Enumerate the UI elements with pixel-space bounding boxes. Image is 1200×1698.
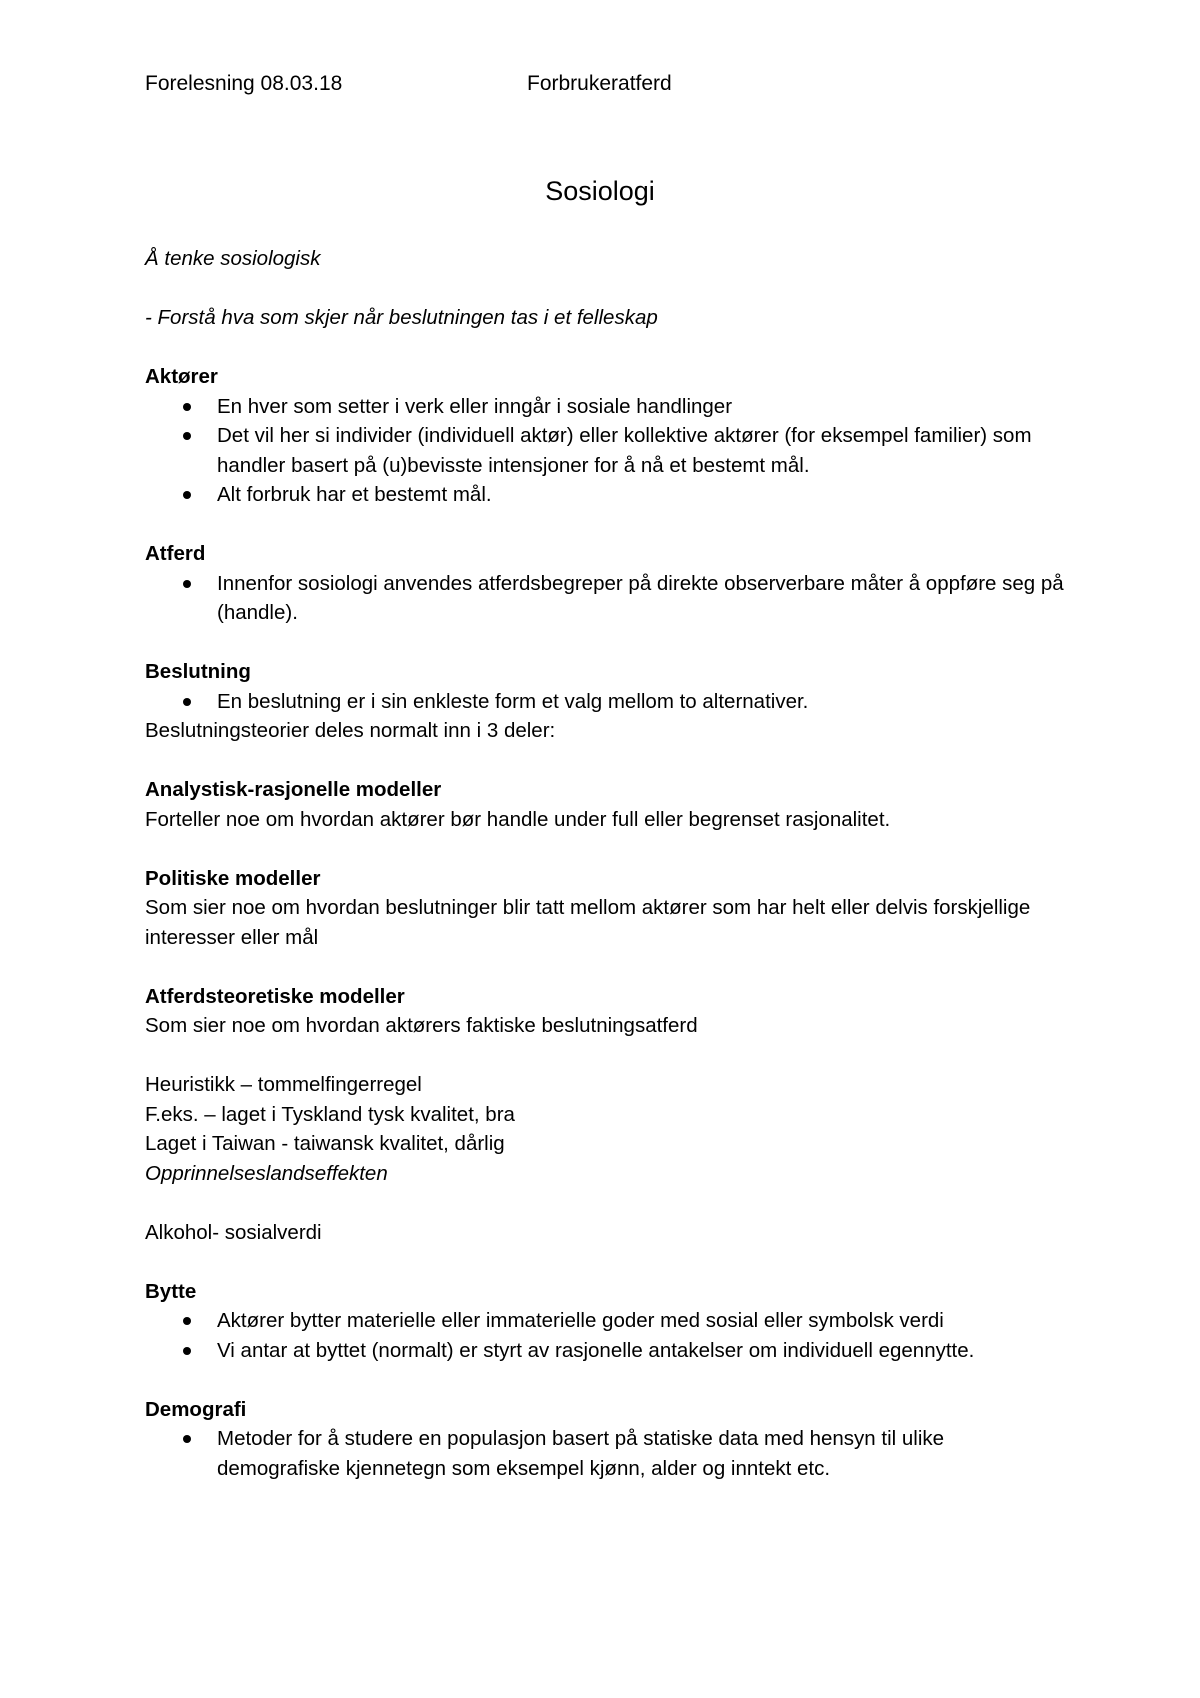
bullet-icon bbox=[183, 580, 191, 588]
section-heading-bytte: Bytte bbox=[145, 1279, 197, 1303]
bullet-icon bbox=[183, 432, 191, 440]
page-header bbox=[145, 72, 1045, 102]
list-item: Metoder for å studere en populasjon basert på statiske data med hensyn til ulike demografiske kjennetegn som eksempel kjønn, alder og inntekt etc. bbox=[145, 1424, 1065, 1483]
politiske-text: Som sier noe om hvordan beslutninger blir tatt mellom aktører som har helt eller delvis forskjellige interesser eller mål bbox=[145, 896, 1031, 949]
demografi-list bbox=[145, 1424, 1065, 1483]
page-title: Sosiologi bbox=[545, 176, 655, 206]
bullet-icon bbox=[183, 698, 191, 706]
course-name: Forbrukeratferd bbox=[527, 72, 672, 95]
list-item: Innenfor sosiologi anvendes atferdsbegreper på direkte observerbare måter å oppføre seg på (handle). bbox=[145, 569, 1065, 628]
section-heading-atferdsteoretiske: Atferdsteoretiske modeller bbox=[145, 984, 405, 1008]
section-heading-beslutning: Beslutning bbox=[145, 660, 251, 683]
list-item: Vi antar at byttet (normalt) er styrt av rasjonelle antakelser om individuell egennytte. bbox=[145, 1336, 1065, 1366]
list-item: En hver som setter i verk eller inngår i sosiale handlinger bbox=[145, 392, 1065, 422]
aktorer-list bbox=[145, 392, 1065, 510]
heuristikk-example-2: Laget i Taiwan - taiwansk kvalitet, dårlig bbox=[145, 1132, 505, 1155]
atferdsteoretiske-text: Som sier noe om hvordan aktørers faktiske beslutningsatferd bbox=[145, 1014, 698, 1037]
section-heading-politiske: Politiske modeller bbox=[145, 866, 321, 890]
section-heading-aktorer: Aktører bbox=[145, 365, 218, 388]
list-item: Alt forbruk har et bestemt mål. bbox=[145, 480, 1065, 510]
bullet-icon bbox=[183, 491, 191, 499]
bullet-icon bbox=[183, 1317, 191, 1325]
bullet-icon bbox=[183, 1435, 191, 1443]
analytisk-text: Forteller noe om hvordan aktører bør handle under full eller begrenset rasjonalitet. bbox=[145, 807, 891, 831]
alkohol-line: Alkohol- sosialverdi bbox=[145, 1220, 322, 1244]
intro-heading: Å tenke sosiologisk bbox=[145, 247, 321, 270]
bytte-list bbox=[145, 1306, 1065, 1365]
section-heading-atferd: Atferd bbox=[145, 542, 206, 565]
heuristikk-term: Opprinnelseslandseffekten bbox=[145, 1161, 388, 1185]
beslutning-after: Beslutningsteorier deles normalt inn i 3 deler: bbox=[145, 719, 556, 742]
bullet-icon bbox=[183, 403, 191, 411]
heuristikk-line: Heuristikk – tommelfingerregel bbox=[145, 1073, 422, 1096]
list-item: En beslutning er i sin enkleste form et valg mellom to alternativer. bbox=[145, 687, 1065, 717]
list-item: Det vil her si individer (individuell aktør) eller kollektive aktører (for eksempel familier) som handler basert på (u)bevisste intensjoner for å nå et bestemt mål. bbox=[145, 421, 1065, 480]
list-item: Aktører bytter materielle eller immaterielle goder med sosial eller symbolsk verdi bbox=[145, 1306, 1065, 1336]
section-heading-analytisk: Analystisk-rasjonelle modeller bbox=[145, 778, 442, 801]
beslutning-list bbox=[145, 687, 1065, 717]
lecture-date: Forelesning 08.03.18 bbox=[145, 72, 343, 95]
bullet-icon bbox=[183, 1347, 191, 1355]
document-body bbox=[145, 244, 1065, 1483]
heuristikk-example-1: F.eks. – laget i Tyskland tysk kvalitet, bra bbox=[145, 1102, 515, 1126]
atferd-list bbox=[145, 569, 1065, 628]
intro-line: - Forstå hva som skjer når beslutningen tas i et felleskap bbox=[145, 306, 658, 329]
section-heading-demografi: Demografi bbox=[145, 1397, 247, 1421]
